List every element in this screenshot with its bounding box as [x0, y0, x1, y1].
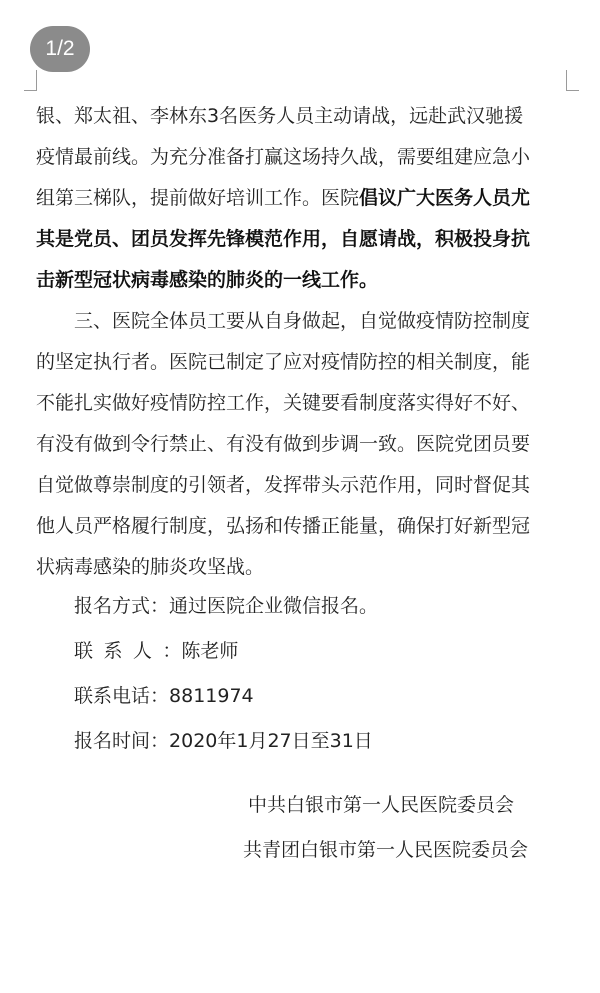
registration-time-row [74, 719, 378, 764]
paragraph-line: 有没有做到令行禁止、有没有做到步调一致。医院党团员要 [36, 433, 531, 455]
bold-paragraph-line: 其是党员、团员发挥先锋模范作用，自愿请战，积极投身抗 [36, 228, 531, 250]
contact-person-row [74, 629, 378, 674]
registration-time-value: 2020年1月27日至31日 [169, 730, 373, 752]
registration-time-label: 报名时间： [74, 730, 170, 752]
paragraph-line: 的坚定执行者。医院已制定了应对疫情防控的相关制度，能 [36, 351, 531, 373]
page-indicator: 1/2 [30, 26, 90, 72]
paragraph-line: 银、郑太祖、李林东3名医务人员主动请战，远赴武汉驰援 [36, 105, 524, 127]
paragraph-line: 他人员严格履行制度，弘扬和传播正能量，确保打好新型冠 [36, 515, 531, 537]
paragraph-line: 三、医院全体员工要从自身做起，自觉做疫情防控制度 [74, 310, 531, 332]
contact-phone-row [74, 674, 378, 719]
bold-text: 倡议广大医务人员尤 [359, 187, 531, 209]
page-corner-mark-left [24, 70, 37, 91]
contact-person-colon: ： [162, 640, 182, 662]
paragraph-line: 状病毒感染的肺炎攻坚战。 [36, 556, 265, 578]
document-body [36, 96, 581, 588]
paragraph-line: 不能扎实做好疫情防控工作，关键要看制度落实得好不好、 [36, 392, 531, 414]
contact-person-value: 陈老师 [181, 640, 239, 662]
registration-method-row [74, 584, 378, 629]
registration-info [74, 584, 378, 764]
paragraph-line: 自觉做尊崇制度的引领者，发挥带头示范作用，同时督促其 [36, 474, 531, 496]
paragraph-text: 组第三梯队，提前做好培训工作。医院 [36, 187, 360, 209]
signature-party-committee: 中共白银市第一人民医院委员会 [248, 794, 515, 816]
contact-person-label: 联系人 [74, 640, 163, 662]
registration-method-value: 通过医院企业微信报名。 [169, 595, 379, 617]
paragraph-line: 疫情最前线。为充分准备打赢这场持久战，需要组建应急小 [36, 146, 531, 168]
paragraph-line [36, 178, 581, 219]
registration-method-label: 报名方式： [74, 595, 170, 617]
bold-paragraph-line: 击新型冠状病毒感染的肺炎的一线工作。 [36, 269, 379, 291]
signature-youth-league-committee: 共青团白银市第一人民医院委员会 [243, 839, 529, 861]
contact-phone-value: 8811974 [169, 685, 254, 707]
contact-phone-label: 联系电话： [74, 685, 170, 707]
page-corner-mark-right [566, 70, 579, 91]
